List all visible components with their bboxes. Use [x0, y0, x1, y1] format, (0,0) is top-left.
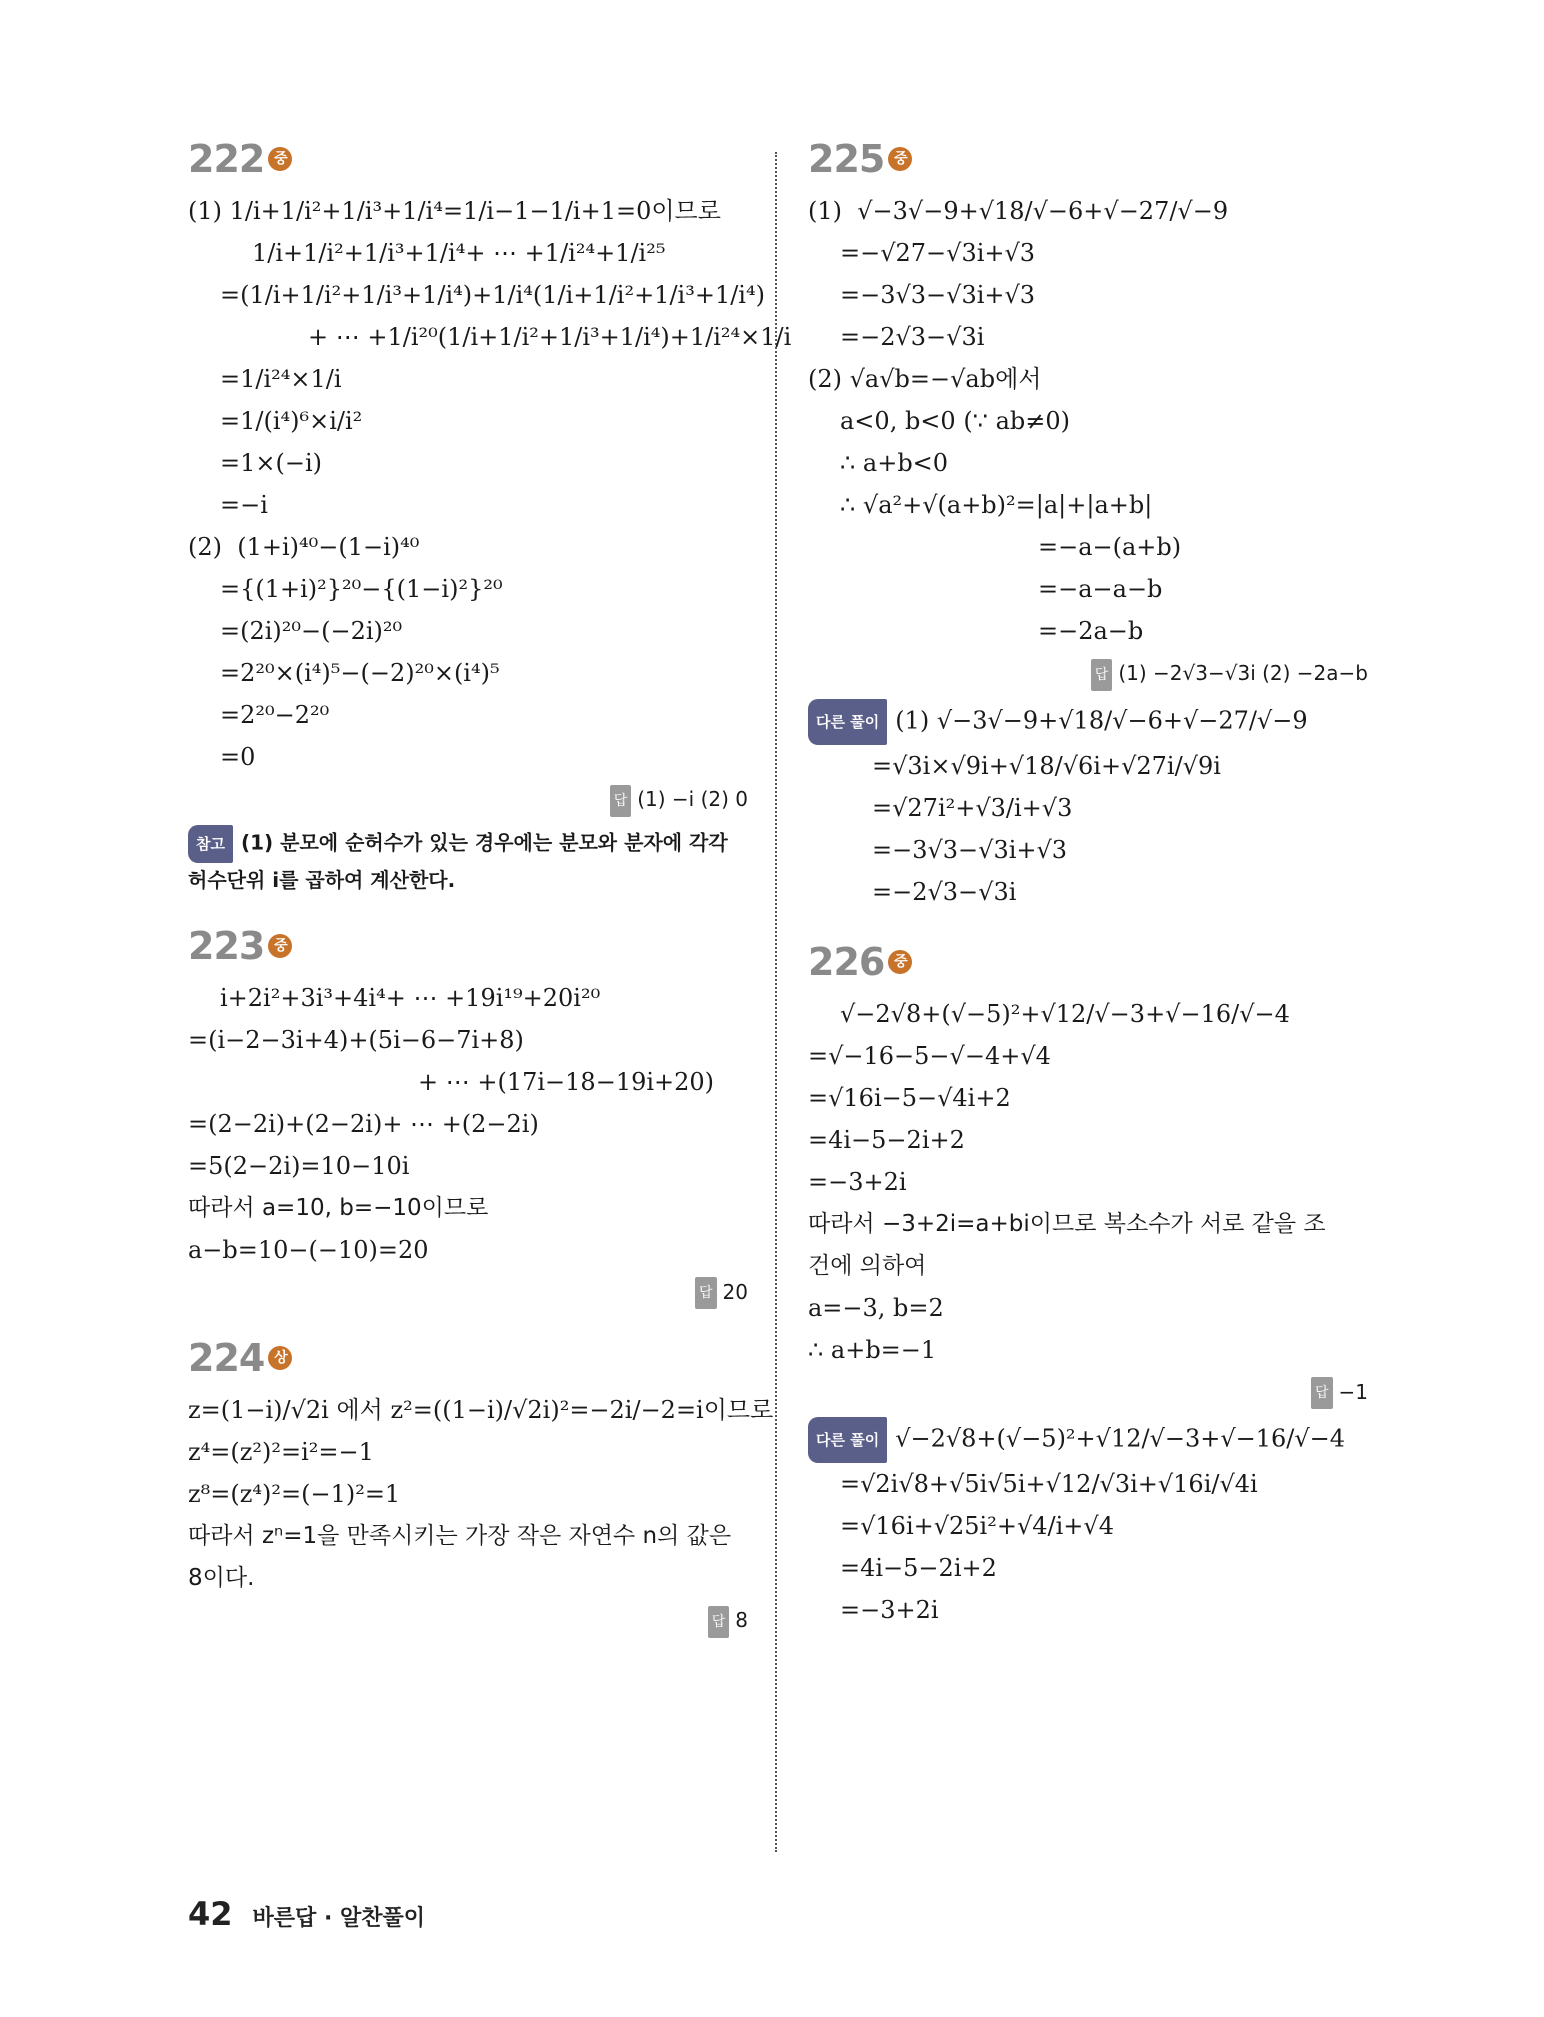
solution-line: =4i−5−2i+2 — [840, 1554, 997, 1582]
solution-line: z⁴=(z²)²=i²=−1 — [188, 1438, 374, 1466]
solution-line: =√27i²+√3/i+√3 — [872, 793, 1073, 822]
solution-line: 건에 의하여 — [808, 1252, 927, 1279]
alternative-solution — [808, 699, 1368, 913]
solution-line: =√2i√8+√5i√5i+√12/√3i+√16i/√4i — [840, 1470, 1258, 1498]
difficulty-badge: 중 — [268, 934, 292, 958]
problem-number: 225 중 — [808, 140, 1368, 178]
right-column — [808, 137, 1368, 1661]
problem-number: 222 중 — [188, 140, 748, 178]
solution-line: (2) (1+i)⁴⁰−(1−i)⁴⁰ — [188, 533, 420, 561]
answer: 답 8 — [188, 1605, 748, 1638]
solution-line: z=(1−i)/√2i 에서 z²=((1−i)/√2i)²=−2i/−2=i이므로 — [188, 1396, 774, 1424]
page-number: 42 — [188, 1895, 233, 1933]
solution-line: + ⋯ +1/i²⁰(1/i+1/i²+1/i³+1/i⁴)+1/i²⁴×1/i — [308, 323, 792, 351]
solution-line: =0 — [220, 743, 256, 771]
solution-line: =(1/i+1/i²+1/i³+1/i⁴)+1/i⁴(1/i+1/i²+1/i³+1/i⁴) — [220, 281, 765, 309]
answer: 답 (1) −i (2) 0 — [188, 784, 748, 817]
solution-line: a<0, b<0 (∵ ab≠0) — [840, 407, 1070, 435]
answer-badge: 답 — [610, 785, 632, 817]
solution-line: =−2a−b — [1038, 617, 1144, 645]
solution-line: i+2i²+3i³+4i⁴+ ⋯ +19i¹⁹+20i²⁰ — [220, 983, 601, 1012]
answer-badge: 답 — [1311, 1377, 1333, 1409]
solution-line: =−3+2i — [808, 1167, 907, 1196]
solution-line: ∴ √a²+√(a+b)²=|a|+|a+b| — [840, 491, 1153, 519]
solution-line: =−√27−√3i+√3 — [840, 239, 1036, 267]
answer-badge: 답 — [695, 1277, 717, 1309]
solution-line: a=−3, b=2 — [808, 1293, 944, 1322]
problem-226 — [808, 939, 1368, 1632]
difficulty-badge: 중 — [888, 950, 912, 974]
page-footer — [188, 1895, 425, 1933]
column-divider — [775, 152, 777, 1852]
solution-line: ={(1+i)²}²⁰−{(1−i)²}²⁰ — [220, 575, 503, 603]
solution-line: =2²⁰−2²⁰ — [220, 701, 330, 729]
solution-line: =−i — [220, 491, 268, 519]
solution-line: =√16i+√25i²+√4/i+√4 — [840, 1512, 1114, 1540]
footer-title: 바른답 · 알찬풀이 — [252, 1906, 425, 1931]
solution-line: =5(2−2i)=10−10i — [188, 1151, 410, 1180]
solution-line: =−3+2i — [840, 1596, 939, 1624]
problem-222 — [188, 137, 792, 897]
solution-line: =−3√3−√3i+√3 — [872, 835, 1068, 864]
solution-line: 따라서 zⁿ=1을 만족시키는 가장 작은 자연수 n의 값은 — [188, 1523, 732, 1549]
difficulty-badge: 중 — [268, 147, 292, 171]
solution-line: ∴ a+b<0 — [840, 449, 949, 477]
reference-note: 참고 (1) 분모에 순허수가 있는 경우에는 분모와 분자에 각각 허수단위 i를 곱하여 계산한다. — [188, 825, 748, 897]
problem-225 — [808, 137, 1368, 913]
answer-badge: 답 — [1091, 659, 1113, 691]
solution-line: 8이다. — [188, 1565, 255, 1591]
solution-line: 따라서 a=10, b=−10이므로 — [188, 1194, 489, 1221]
difficulty-badge: 중 — [888, 147, 912, 171]
alt-badge: 다른 풀이 — [808, 1417, 887, 1463]
solution-line: =2²⁰×(i⁴)⁵−(−2)²⁰×(i⁴)⁵ — [220, 659, 500, 687]
solution-line: 다른 풀이 √−2√8+(√−5)²+√12/√−3+√−16/√−4 — [808, 1417, 1368, 1463]
solution-line: =(i−2−3i+4)+(5i−6−7i+8) — [188, 1025, 524, 1054]
difficulty-badge: 상 — [268, 1346, 292, 1370]
solution-line: =1/i²⁴×1/i — [220, 365, 342, 393]
solution-line: =√16i−5−√4i+2 — [808, 1083, 1011, 1112]
solution-line: (2) √a√b=−√ab에서 — [808, 365, 1042, 393]
problem-number: 223 중 — [188, 927, 748, 965]
problem-number: 226 중 — [808, 943, 1368, 981]
alternative-solution — [808, 1417, 1368, 1631]
solution-line: 다른 풀이 (1) √−3√−9+√18/√−6+√−27/√−9 — [808, 699, 1368, 745]
solution-line: =−3√3−√3i+√3 — [840, 281, 1036, 309]
solution-line: =√−16−5−√−4+√4 — [808, 1041, 1051, 1070]
answer: 답 (1) −2√3−√3i (2) −2a−b — [808, 658, 1368, 691]
solution-line: ∴ a+b=−1 — [808, 1335, 937, 1364]
solution-line: 따라서 −3+2i=a+bi이므로 복소수가 서로 같을 조 — [808, 1210, 1326, 1237]
problem-223 — [188, 923, 748, 1310]
solution-line: =√3i×√9i+√18/√6i+√27i/√9i — [872, 751, 1221, 780]
left-column — [188, 137, 792, 1668]
solution-line: =−2√3−√3i — [840, 323, 985, 351]
problem-224 — [188, 1336, 774, 1638]
solution-line: a−b=10−(−10)=20 — [188, 1235, 429, 1264]
solution-line: 1/i+1/i²+1/i³+1/i⁴+ ⋯ +1/i²⁴+1/i²⁵ — [252, 239, 666, 267]
solution-line: =4i−5−2i+2 — [808, 1125, 965, 1154]
solution-line: =1/(i⁴)⁶×i/i² — [220, 407, 363, 435]
solution-line: =(2i)²⁰−(−2i)²⁰ — [220, 617, 403, 645]
answer: 답 −1 — [808, 1377, 1368, 1410]
solution-line: =1×(−i) — [220, 449, 322, 477]
solution-line: z⁸=(z⁴)²=(−1)²=1 — [188, 1480, 401, 1508]
solution-line: =−a−a−b — [1038, 575, 1163, 603]
solution-line: (1) 1/i+1/i²+1/i³+1/i⁴=1/i−1−1/i+1=0이므로 — [188, 197, 721, 225]
solution-line: √−2√8+(√−5)²+√12/√−3+√−16/√−4 — [840, 999, 1290, 1028]
note-badge: 참고 — [188, 825, 233, 863]
alt-badge: 다른 풀이 — [808, 699, 887, 745]
problem-number: 224 상 — [188, 1339, 748, 1377]
solution-line: + ⋯ +(17i−18−19i+20) — [418, 1067, 715, 1096]
solution-line: =−a−(a+b) — [1038, 533, 1182, 561]
answer: 답 20 — [188, 1277, 748, 1310]
answer-badge: 답 — [708, 1606, 730, 1638]
solution-line: =−2√3−√3i — [872, 877, 1017, 906]
solution-line: =(2−2i)+(2−2i)+ ⋯ +(2−2i) — [188, 1109, 539, 1138]
solution-line: (1) √−3√−9+√18/√−6+√−27/√−9 — [808, 197, 1229, 225]
